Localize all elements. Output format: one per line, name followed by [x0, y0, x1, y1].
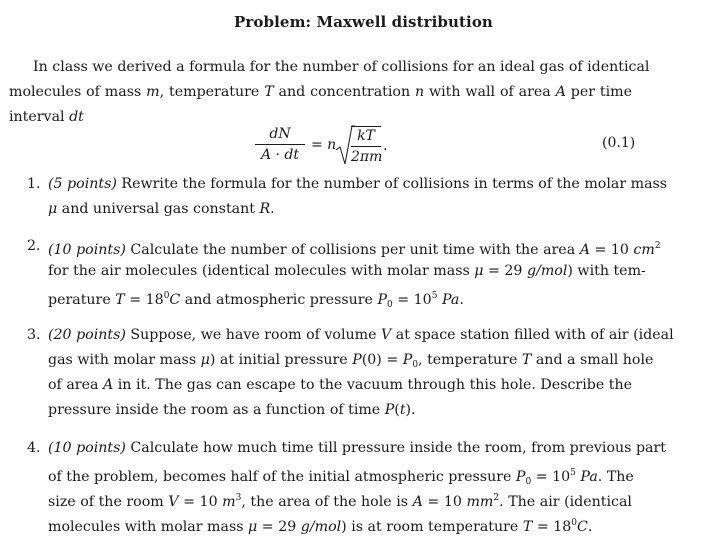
problem-2-line-1: (10 points) Calculate the number of collisions per unit time with the area A = 10 $cm^2$: [48, 241, 661, 258]
problem-3-line-2: gas with molar mass μ) at initial pressure $P(0) = P_0$, temperature T and a small hole: [48, 352, 654, 370]
page-title: Problem: Maxwell distribution: [234, 13, 493, 31]
equation-0-1: [255, 126, 395, 170]
problem-1-number: 1.: [27, 176, 41, 192]
intro-line-2: molecules of mass m, temperature T and concentration n with wall of area A per time: [9, 84, 632, 100]
rhs-denominator: 2πm: [351, 149, 383, 165]
problem-2-number: 2.: [27, 238, 41, 254]
equation-number: (0.1): [602, 135, 636, 151]
problem-1-line-1: (5 points) Rewrite the formula for the number of collisions in terms of the molar mass: [48, 176, 668, 192]
lhs-denominator: A · dt: [260, 147, 300, 163]
problem-4-line-4: molecules with molar mass μ = 29 g/mol) is at room temperature $T = 18^0C$.: [48, 518, 593, 535]
problem-4-line-3: size of the room V = 10 $m^3$, the area of the hole is A = 10 $mm^2$. The air (identical: [48, 493, 632, 510]
problem-2-line-2: for the air molecules (identical molecules with molar mass μ = 29 g/mol) with tem-: [48, 263, 646, 279]
lhs-fraction: [255, 126, 305, 163]
equals-n: = n: [311, 137, 337, 153]
problem-3-line-3: of area A in it. The gas can escape to the vacuum through this hole. Describe the: [48, 377, 632, 393]
problem-3-line-1: (20 points) Suppose, we have room of volume V at space station filled with of air (ideal: [48, 327, 674, 343]
problem-2-line-3: perature $T = 18^0C$ and atmospheric pressure $P_0 = 10^5$ Pa.: [48, 291, 464, 310]
rhs-fraction: [351, 126, 381, 165]
problem-4-line-2: of the problem, becomes half of the initial atmospheric pressure $P_0 = 10^5$ Pa. The: [48, 468, 634, 487]
fraction-bar: [351, 146, 381, 147]
intro-line-3: interval dt: [9, 109, 84, 125]
equation-period: .: [383, 138, 388, 154]
intro-line-1: In class we derived a formula for the number of collisions for an ideal gas of identical: [33, 59, 650, 75]
lhs-numerator: dN: [269, 126, 291, 142]
problem-3-number: 3.: [27, 327, 41, 343]
rhs-numerator: kT: [357, 128, 375, 144]
problem-4-line-1: (10 points) Calculate how much time till pressure inside the room, from previous part: [48, 440, 666, 456]
problem-3-line-4: pressure inside the room as a function of time P(t).: [48, 402, 416, 418]
fraction-bar: [255, 144, 305, 145]
problem-1-line-2: μ and universal gas constant R.: [48, 201, 275, 217]
problem-4-number: 4.: [27, 440, 41, 456]
